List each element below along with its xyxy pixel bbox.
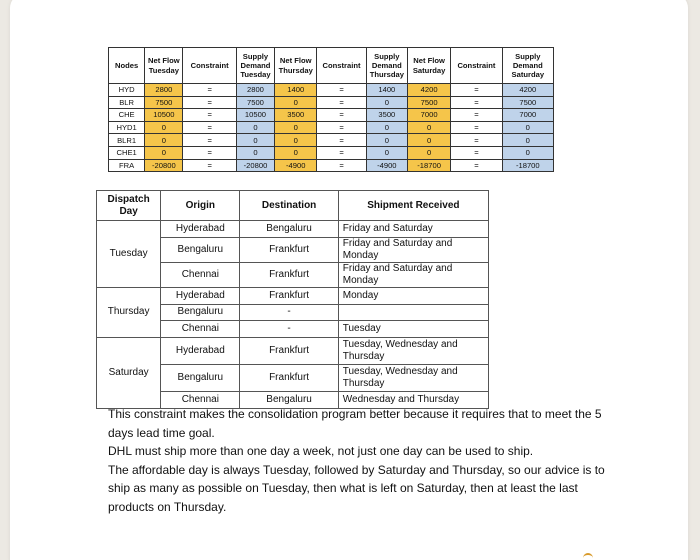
constraint-cell: = <box>451 146 502 159</box>
constraint-cell: = <box>183 159 236 172</box>
constraint-cell: = <box>451 134 502 147</box>
constraint-cell: = <box>317 96 366 109</box>
net-flow-cell: 0 <box>275 121 317 134</box>
constraint-cell: = <box>317 121 366 134</box>
net-flow-cell: 0 <box>407 134 450 147</box>
constraint-cell: = <box>183 134 236 147</box>
received-cell: Friday and Saturday <box>338 221 488 238</box>
header-net-flow-saturday: Net Flow Saturday <box>407 48 450 84</box>
constraint-cell: = <box>317 159 366 172</box>
flow-table-header-row <box>109 48 554 84</box>
origin-cell: Bengaluru <box>161 237 240 262</box>
received-cell: Monday <box>338 287 488 304</box>
origin-cell: Bengaluru <box>161 365 240 392</box>
paragraph: This constraint makes the consolidation program better because it requires that to meet the 5 days lead time goal. <box>108 407 602 440</box>
constraint-cell: = <box>317 84 366 97</box>
flow-row <box>109 109 554 122</box>
received-cell: Tuesday, Wednesday and Thursday <box>338 365 488 392</box>
supply-demand-cell: 0 <box>236 121 274 134</box>
net-flow-cell: 7500 <box>407 96 450 109</box>
supply-demand-cell: 7500 <box>236 96 274 109</box>
destination-cell: - <box>240 304 338 321</box>
destination-cell: Bengaluru <box>240 392 338 409</box>
net-flow-cell: -20800 <box>145 159 183 172</box>
dispatch-day-cell: Tuesday <box>97 221 161 288</box>
received-cell: Tuesday, Wednesday and Thursday <box>338 338 488 365</box>
node-cell: BLR <box>109 96 145 109</box>
dispatch-schedule-table <box>96 190 489 409</box>
node-cell: BLR1 <box>109 134 145 147</box>
supply-demand-cell: 0 <box>236 146 274 159</box>
origin-cell: Hyderabad <box>161 287 240 304</box>
corner-mark-icon <box>583 553 593 560</box>
supply-demand-cell: 3500 <box>366 109 407 122</box>
supply-demand-cell: -20800 <box>236 159 274 172</box>
origin-cell: Hyderabad <box>161 338 240 365</box>
net-flow-cell: 0 <box>145 134 183 147</box>
net-flow-cell: 4200 <box>407 84 450 97</box>
constraint-cell: = <box>451 159 502 172</box>
supply-demand-cell: 1400 <box>366 84 407 97</box>
destination-cell: Frankfurt <box>240 262 338 287</box>
received-cell: Friday and Saturday and Monday <box>338 262 488 287</box>
supply-demand-cell: 0 <box>366 96 407 109</box>
received-cell: Friday and Saturday and Monday <box>338 237 488 262</box>
net-flow-cell: 0 <box>145 121 183 134</box>
net-flow-cell: 7500 <box>145 96 183 109</box>
supply-demand-cell: 7500 <box>502 96 553 109</box>
constraint-cell: = <box>317 109 366 122</box>
flow-row <box>109 134 554 147</box>
constraint-cell: = <box>451 96 502 109</box>
net-flow-cell: 0 <box>275 134 317 147</box>
supply-demand-cell: 0 <box>366 121 407 134</box>
dispatch-header-row <box>97 191 489 221</box>
header-supply-demand-thursday: Supply Demand Thursday <box>366 48 407 84</box>
supply-demand-cell: 0 <box>366 146 407 159</box>
document-page <box>10 0 688 560</box>
node-cell: CHE1 <box>109 146 145 159</box>
constraint-cell: = <box>317 134 366 147</box>
supply-demand-cell: 0 <box>366 134 407 147</box>
explanation-text <box>108 405 612 516</box>
constraint-cell: = <box>451 109 502 122</box>
supply-demand-cell: -4900 <box>366 159 407 172</box>
destination-cell: - <box>240 321 338 338</box>
net-flow-cell: 3500 <box>275 109 317 122</box>
constraint-cell: = <box>317 146 366 159</box>
received-cell <box>338 304 488 321</box>
flow-row <box>109 121 554 134</box>
node-cell: FRA <box>109 159 145 172</box>
net-flow-cell: 10500 <box>145 109 183 122</box>
node-cell: CHE <box>109 109 145 122</box>
supply-demand-cell: 7000 <box>502 109 553 122</box>
header-supply-demand-saturday: Supply Demand Saturday <box>502 48 553 84</box>
header-net-flow-thursday: Net Flow Thursday <box>275 48 317 84</box>
constraint-cell: = <box>183 96 236 109</box>
net-flow-cell: 0 <box>407 146 450 159</box>
constraint-cell: = <box>183 109 236 122</box>
header-origin: Origin <box>161 191 240 221</box>
net-flow-cell: -4900 <box>275 159 317 172</box>
destination-cell: Bengaluru <box>240 221 338 238</box>
constraint-cell: = <box>183 121 236 134</box>
supply-demand-cell: -18700 <box>502 159 553 172</box>
paragraph: DHL must ship more than one day a week, not just one day can be used to ship. <box>108 444 534 458</box>
supply-demand-cell: 2800 <box>236 84 274 97</box>
header-dispatch-day: Dispatch Day <box>97 191 161 221</box>
dispatch-row <box>97 338 489 365</box>
dispatch-day-cell: Thursday <box>97 287 161 337</box>
flow-row <box>109 96 554 109</box>
header-shipment-received: Shipment Received <box>338 191 488 221</box>
constraint-cell: = <box>183 84 236 97</box>
received-cell: Tuesday <box>338 321 488 338</box>
constraint-cell: = <box>451 121 502 134</box>
supply-demand-cell: 0 <box>502 134 553 147</box>
flow-row <box>109 159 554 172</box>
network-flow-table <box>108 47 554 172</box>
supply-demand-cell: 10500 <box>236 109 274 122</box>
net-flow-cell: 2800 <box>145 84 183 97</box>
origin-cell: Hyderabad <box>161 221 240 238</box>
origin-cell: Chennai <box>161 262 240 287</box>
supply-demand-cell: 0 <box>502 121 553 134</box>
flow-row <box>109 84 554 97</box>
header-nodes: Nodes <box>109 48 145 84</box>
header-destination: Destination <box>240 191 338 221</box>
destination-cell: Frankfurt <box>240 338 338 365</box>
net-flow-cell: 1400 <box>275 84 317 97</box>
dispatch-row <box>97 221 489 238</box>
net-flow-cell: 0 <box>275 146 317 159</box>
dispatch-day-cell: Saturday <box>97 338 161 409</box>
dispatch-row <box>97 287 489 304</box>
origin-cell: Chennai <box>161 392 240 409</box>
net-flow-cell: 0 <box>145 146 183 159</box>
net-flow-cell: 7000 <box>407 109 450 122</box>
origin-cell: Chennai <box>161 321 240 338</box>
header-net-flow-tuesday: Net Flow Tuesday <box>145 48 183 84</box>
origin-cell: Bengaluru <box>161 304 240 321</box>
node-cell: HYD <box>109 84 145 97</box>
destination-cell: Frankfurt <box>240 287 338 304</box>
flow-row <box>109 146 554 159</box>
paragraph: The affordable day is always Tuesday, followed by Saturday and Thursday, so our advice is to ship as many as possible on Tuesday, then what is left on Saturday, then at least the last products on Thursday. <box>108 462 605 514</box>
net-flow-cell: -18700 <box>407 159 450 172</box>
header-constraint: Constraint <box>183 48 236 84</box>
node-cell: HYD1 <box>109 121 145 134</box>
supply-demand-cell: 0 <box>502 146 553 159</box>
destination-cell: Frankfurt <box>240 365 338 392</box>
header-constraint: Constraint <box>451 48 502 84</box>
supply-demand-cell: 0 <box>236 134 274 147</box>
received-cell: Wednesday and Thursday <box>338 392 488 409</box>
destination-cell: Frankfurt <box>240 237 338 262</box>
header-supply-demand-tuesday: Supply Demand Tuesday <box>236 48 274 84</box>
constraint-cell: = <box>183 146 236 159</box>
supply-demand-cell: 4200 <box>502 84 553 97</box>
constraint-cell: = <box>451 84 502 97</box>
header-constraint: Constraint <box>317 48 366 84</box>
net-flow-cell: 0 <box>275 96 317 109</box>
net-flow-cell: 0 <box>407 121 450 134</box>
